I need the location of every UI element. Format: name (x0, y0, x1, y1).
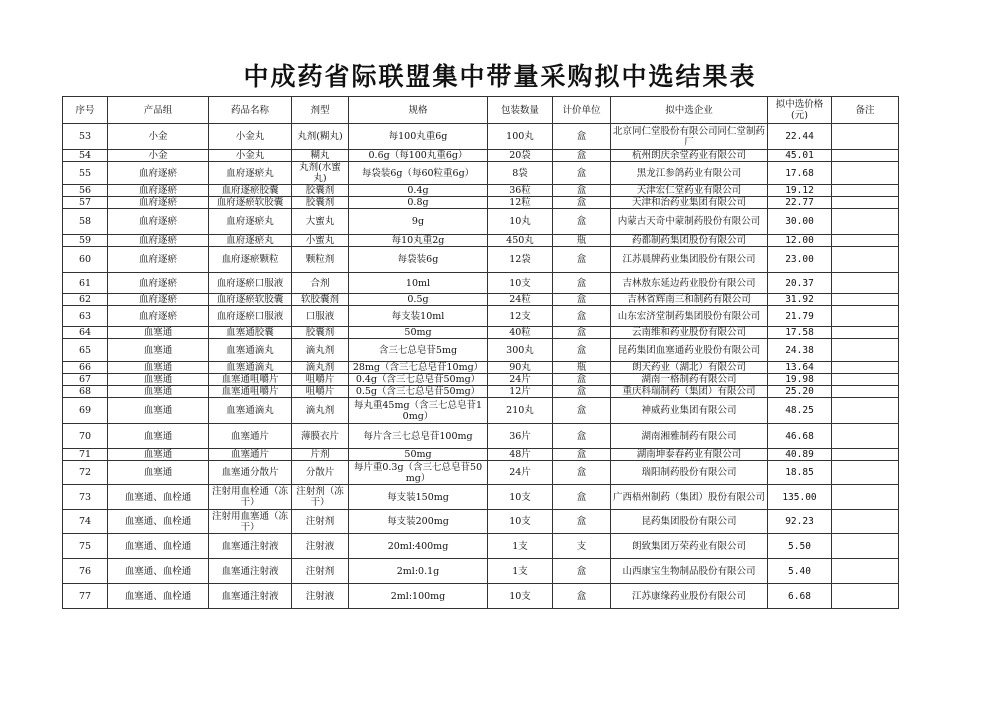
table-row (63, 485, 899, 510)
cell-index: 71 (63, 449, 108, 461)
cell-drug-name: 小金丸 (209, 124, 292, 150)
cell-specification: 每支装10ml (349, 306, 488, 327)
cell-pricing-unit: 盒 (553, 374, 611, 386)
cell-pricing-unit: 盒 (553, 485, 611, 510)
table-header-row (63, 97, 899, 124)
cell-index: 74 (63, 510, 108, 534)
cell-package-qty: 40粒 (488, 327, 553, 339)
cell-price: 13.64 (768, 362, 832, 374)
cell-dosage-form: 咀嚼片 (292, 374, 349, 386)
cell-specification: 每袋装6g (349, 247, 488, 273)
cell-drug-name: 血塞通滴丸 (209, 362, 292, 374)
cell-package-qty: 12片 (488, 386, 553, 398)
cell-company: 瑞阳制药股份有限公司 (611, 461, 768, 485)
cell-product-group: 血塞通 (108, 424, 209, 449)
col-header-index: 序号 (63, 97, 108, 124)
cell-index: 56 (63, 185, 108, 197)
cell-index: 65 (63, 339, 108, 362)
selection-result-table (62, 96, 899, 609)
cell-product-group: 血府逐瘀 (108, 306, 209, 327)
cell-package-qty: 10支 (488, 584, 553, 609)
cell-price: 18.85 (768, 461, 832, 485)
cell-drug-name: 血塞通咀嚼片 (209, 374, 292, 386)
cell-drug-name: 血府逐瘀口服液 (209, 306, 292, 327)
cell-dosage-form: 注射剂（冻干） (292, 485, 349, 510)
cell-pricing-unit: 盒 (553, 510, 611, 534)
cell-remarks (832, 124, 899, 150)
cell-drug-name: 注射用血塞通（冻干） (209, 510, 292, 534)
cell-pricing-unit: 盒 (553, 150, 611, 162)
cell-remarks (832, 374, 899, 386)
cell-price: 23.00 (768, 247, 832, 273)
cell-company: 吉林敖东延边药业股份有限公司 (611, 273, 768, 294)
cell-index: 76 (63, 559, 108, 584)
cell-company: 广西梧州制药（集团）股份有限公司 (611, 485, 768, 510)
table-row (63, 449, 899, 461)
table-row (63, 510, 899, 534)
cell-drug-name: 血塞通分散片 (209, 461, 292, 485)
cell-product-group: 血塞通 (108, 374, 209, 386)
cell-remarks (832, 235, 899, 247)
cell-pricing-unit: 盒 (553, 584, 611, 609)
cell-package-qty: 24片 (488, 461, 553, 485)
table-row (63, 209, 899, 235)
cell-company: 昆药集团血塞通药业股份有限公司 (611, 339, 768, 362)
cell-remarks (832, 398, 899, 424)
cell-drug-name: 血府逐瘀颗粒 (209, 247, 292, 273)
cell-product-group: 小金 (108, 150, 209, 162)
table-row (63, 247, 899, 273)
cell-price: 30.00 (768, 209, 832, 235)
cell-pricing-unit: 盒 (553, 209, 611, 235)
cell-specification: 2ml:0.1g (349, 559, 488, 584)
table-row (63, 398, 899, 424)
cell-product-group: 血塞通 (108, 386, 209, 398)
table-body (63, 124, 899, 609)
cell-company: 重庆科瑞制药（集团）有限公司 (611, 386, 768, 398)
cell-package-qty: 10丸 (488, 209, 553, 235)
cell-specification: 0.4g（含三七总皂苷50mg） (349, 374, 488, 386)
cell-drug-name: 血府逐瘀丸 (209, 235, 292, 247)
cell-package-qty: 300丸 (488, 339, 553, 362)
cell-company: 朗致集团万荣药业有限公司 (611, 534, 768, 559)
cell-package-qty: 24粒 (488, 294, 553, 306)
cell-dosage-form: 注射剂 (292, 559, 349, 584)
cell-specification: 0.4g (349, 185, 488, 197)
cell-price: 40.89 (768, 449, 832, 461)
cell-index: 69 (63, 398, 108, 424)
cell-pricing-unit: 盒 (553, 306, 611, 327)
cell-dosage-form: 胶囊剂 (292, 185, 349, 197)
cell-company: 朗天药业（湖北）有限公司 (611, 362, 768, 374)
cell-dosage-form: 注射剂 (292, 510, 349, 534)
cell-dosage-form: 大蜜丸 (292, 209, 349, 235)
table-row (63, 235, 899, 247)
cell-product-group: 血塞通 (108, 327, 209, 339)
cell-company: 天津和治药业集团有限公司 (611, 197, 768, 209)
table-row (63, 306, 899, 327)
cell-dosage-form: 滴丸剂 (292, 339, 349, 362)
cell-company: 杭州朗庆余堂药业有限公司 (611, 150, 768, 162)
cell-remarks (832, 485, 899, 510)
cell-company: 山东宏济堂制药集团股份有限公司 (611, 306, 768, 327)
cell-drug-name: 血府逐瘀胶囊 (209, 185, 292, 197)
cell-specification: 50mg (349, 449, 488, 461)
cell-dosage-form: 胶囊剂 (292, 197, 349, 209)
cell-dosage-form: 口服液 (292, 306, 349, 327)
cell-dosage-form: 丸剂(水蜜丸) (292, 162, 349, 185)
col-header-company: 拟中选企业 (611, 97, 768, 124)
cell-index: 60 (63, 247, 108, 273)
cell-remarks (832, 306, 899, 327)
table-row (63, 339, 899, 362)
cell-specification: 每片重0.3g（含三七总皂苷50mg） (349, 461, 488, 485)
table-row (63, 584, 899, 609)
table-row (63, 150, 899, 162)
table-row (63, 424, 899, 449)
cell-company: 江苏康缘药业股份有限公司 (611, 584, 768, 609)
cell-specification: 28mg（含三七总皂苷10mg） (349, 362, 488, 374)
col-header-package-qty: 包装数量 (488, 97, 553, 124)
cell-pricing-unit: 盒 (553, 398, 611, 424)
cell-pricing-unit: 盒 (553, 273, 611, 294)
cell-remarks (832, 150, 899, 162)
cell-pricing-unit: 盒 (553, 559, 611, 584)
cell-product-group: 血塞通、血栓通 (108, 485, 209, 510)
cell-package-qty: 48片 (488, 449, 553, 461)
table-row (63, 461, 899, 485)
cell-drug-name: 血府逐瘀软胶囊 (209, 197, 292, 209)
cell-product-group: 血塞通、血栓通 (108, 584, 209, 609)
cell-dosage-form: 滴丸剂 (292, 362, 349, 374)
cell-price: 17.68 (768, 162, 832, 185)
cell-drug-name: 血塞通注射液 (209, 584, 292, 609)
cell-drug-name: 血塞通片 (209, 424, 292, 449)
cell-price: 24.38 (768, 339, 832, 362)
cell-product-group: 小金 (108, 124, 209, 150)
cell-dosage-form: 软胶囊剂 (292, 294, 349, 306)
cell-product-group: 血府逐瘀 (108, 162, 209, 185)
table-row (63, 386, 899, 398)
cell-specification: 0.8g (349, 197, 488, 209)
cell-drug-name: 血塞通注射液 (209, 559, 292, 584)
cell-product-group: 血府逐瘀 (108, 209, 209, 235)
cell-company: 内蒙古天奇中蒙制药股份有限公司 (611, 209, 768, 235)
col-header-price: 拟中选价格(元) (768, 97, 832, 124)
cell-specification: 50mg (349, 327, 488, 339)
cell-drug-name: 小金丸 (209, 150, 292, 162)
cell-drug-name: 血塞通滴丸 (209, 398, 292, 424)
cell-remarks (832, 534, 899, 559)
cell-pricing-unit: 盒 (553, 124, 611, 150)
cell-specification: 0.5g (349, 294, 488, 306)
cell-package-qty: 10支 (488, 510, 553, 534)
cell-product-group: 血府逐瘀 (108, 197, 209, 209)
cell-specification: 含三七总皂苷5mg (349, 339, 488, 362)
cell-specification: 每支装150mg (349, 485, 488, 510)
cell-pricing-unit: 瓶 (553, 235, 611, 247)
cell-company: 药都制药集团股份有限公司 (611, 235, 768, 247)
cell-price: 5.50 (768, 534, 832, 559)
cell-product-group: 血府逐瘀 (108, 247, 209, 273)
col-header-specification: 规格 (349, 97, 488, 124)
table-row (63, 362, 899, 374)
cell-remarks (832, 424, 899, 449)
cell-package-qty: 210丸 (488, 398, 553, 424)
cell-price: 12.00 (768, 235, 832, 247)
table-row (63, 185, 899, 197)
cell-index: 64 (63, 327, 108, 339)
cell-product-group: 血府逐瘀 (108, 185, 209, 197)
cell-product-group: 血塞通 (108, 339, 209, 362)
col-header-dosage-form: 剂型 (292, 97, 349, 124)
cell-product-group: 血塞通 (108, 449, 209, 461)
cell-package-qty: 90丸 (488, 362, 553, 374)
cell-price: 46.68 (768, 424, 832, 449)
cell-drug-name: 血府逐瘀丸 (209, 209, 292, 235)
cell-remarks (832, 510, 899, 534)
cell-pricing-unit: 盒 (553, 424, 611, 449)
cell-product-group: 血府逐瘀 (108, 294, 209, 306)
cell-product-group: 血塞通、血栓通 (108, 534, 209, 559)
cell-specification: 20ml:400mg (349, 534, 488, 559)
cell-dosage-form: 注射液 (292, 534, 349, 559)
cell-specification: 每100丸重6g (349, 124, 488, 150)
cell-index: 54 (63, 150, 108, 162)
cell-drug-name: 血塞通滴丸 (209, 339, 292, 362)
cell-product-group: 血塞通 (108, 398, 209, 424)
cell-dosage-form: 丸剂(糊丸) (292, 124, 349, 150)
cell-company: 山西康宝生物制品股份有限公司 (611, 559, 768, 584)
cell-company: 云南维和药业股份有限公司 (611, 327, 768, 339)
cell-pricing-unit: 盒 (553, 386, 611, 398)
cell-package-qty: 8袋 (488, 162, 553, 185)
table-row (63, 534, 899, 559)
cell-product-group: 血府逐瘀 (108, 235, 209, 247)
cell-specification: 0.5g（含三七总皂苷50mg） (349, 386, 488, 398)
cell-company: 北京同仁堂股份有限公司同仁堂制药厂 (611, 124, 768, 150)
cell-specification: 每片含三七总皂苷100mg (349, 424, 488, 449)
cell-dosage-form: 糊丸 (292, 150, 349, 162)
cell-index: 75 (63, 534, 108, 559)
cell-price: 19.98 (768, 374, 832, 386)
cell-price: 22.44 (768, 124, 832, 150)
cell-price: 92.23 (768, 510, 832, 534)
cell-pricing-unit: 支 (553, 534, 611, 559)
cell-price: 31.92 (768, 294, 832, 306)
cell-specification: 10ml (349, 273, 488, 294)
cell-company: 天津宏仁堂药业有限公司 (611, 185, 768, 197)
cell-dosage-form: 注射液 (292, 584, 349, 609)
cell-drug-name: 血府逐瘀口服液 (209, 273, 292, 294)
cell-pricing-unit: 盒 (553, 449, 611, 461)
cell-company: 湖南坤泰春药业有限公司 (611, 449, 768, 461)
table-row (63, 559, 899, 584)
cell-drug-name: 血塞通胶囊 (209, 327, 292, 339)
col-header-drug-name: 药品名称 (209, 97, 292, 124)
cell-index: 62 (63, 294, 108, 306)
cell-drug-name: 血塞通注射液 (209, 534, 292, 559)
cell-specification: 每10丸重2g (349, 235, 488, 247)
cell-price: 21.79 (768, 306, 832, 327)
cell-drug-name: 血塞通咀嚼片 (209, 386, 292, 398)
cell-price: 17.58 (768, 327, 832, 339)
cell-drug-name: 血府逐瘀丸 (209, 162, 292, 185)
page-title: 中成药省际联盟集中带量采购拟中选结果表 (243, 62, 757, 91)
cell-dosage-form: 颗粒剂 (292, 247, 349, 273)
table-row (63, 273, 899, 294)
cell-dosage-form: 胶囊剂 (292, 327, 349, 339)
cell-remarks (832, 386, 899, 398)
cell-drug-name: 血府逐瘀软胶囊 (209, 294, 292, 306)
cell-pricing-unit: 盒 (553, 247, 611, 273)
cell-product-group: 血塞通 (108, 362, 209, 374)
cell-index: 72 (63, 461, 108, 485)
cell-dosage-form: 薄膜衣片 (292, 424, 349, 449)
cell-price: 20.37 (768, 273, 832, 294)
cell-index: 55 (63, 162, 108, 185)
cell-pricing-unit: 盒 (553, 162, 611, 185)
cell-dosage-form: 片剂 (292, 449, 349, 461)
cell-remarks (832, 362, 899, 374)
cell-pricing-unit: 盒 (553, 461, 611, 485)
cell-dosage-form: 分散片 (292, 461, 349, 485)
table-row (63, 124, 899, 150)
cell-remarks (832, 559, 899, 584)
cell-index: 59 (63, 235, 108, 247)
cell-index: 73 (63, 485, 108, 510)
cell-drug-name: 注射用血栓通（冻干） (209, 485, 292, 510)
cell-index: 66 (63, 362, 108, 374)
cell-package-qty: 1支 (488, 559, 553, 584)
cell-index: 58 (63, 209, 108, 235)
table-row (63, 327, 899, 339)
cell-dosage-form: 合剂 (292, 273, 349, 294)
cell-remarks (832, 197, 899, 209)
table-row (63, 294, 899, 306)
cell-pricing-unit: 盒 (553, 185, 611, 197)
cell-price: 19.12 (768, 185, 832, 197)
cell-specification: 每丸重45mg（含三七总皂苷10mg） (349, 398, 488, 424)
cell-price: 5.40 (768, 559, 832, 584)
cell-package-qty: 10支 (488, 273, 553, 294)
cell-index: 68 (63, 386, 108, 398)
cell-remarks (832, 584, 899, 609)
cell-company: 神威药业集团有限公司 (611, 398, 768, 424)
cell-specification: 2ml:100mg (349, 584, 488, 609)
cell-remarks (832, 273, 899, 294)
cell-specification: 9g (349, 209, 488, 235)
cell-price: 6.68 (768, 584, 832, 609)
cell-remarks (832, 327, 899, 339)
cell-pricing-unit: 盒 (553, 197, 611, 209)
cell-index: 77 (63, 584, 108, 609)
cell-drug-name: 血塞通片 (209, 449, 292, 461)
cell-company: 黑龙江参鸽药业有限公司 (611, 162, 768, 185)
cell-package-qty: 12袋 (488, 247, 553, 273)
table-row (63, 162, 899, 185)
col-header-pricing-unit: 计价单位 (553, 97, 611, 124)
cell-package-qty: 36粒 (488, 185, 553, 197)
cell-specification: 每袋装6g（每60粒重6g） (349, 162, 488, 185)
cell-package-qty: 10支 (488, 485, 553, 510)
cell-price: 22.77 (768, 197, 832, 209)
cell-package-qty: 1支 (488, 534, 553, 559)
cell-product-group: 血塞通、血栓通 (108, 510, 209, 534)
cell-index: 61 (63, 273, 108, 294)
cell-index: 67 (63, 374, 108, 386)
cell-company: 江苏晨牌药业集团股份有限公司 (611, 247, 768, 273)
cell-price: 135.00 (768, 485, 832, 510)
cell-dosage-form: 咀嚼片 (292, 386, 349, 398)
cell-product-group: 血塞通 (108, 461, 209, 485)
cell-package-qty: 20袋 (488, 150, 553, 162)
table-row (63, 374, 899, 386)
cell-pricing-unit: 盒 (553, 294, 611, 306)
cell-remarks (832, 339, 899, 362)
cell-product-group: 血塞通、血栓通 (108, 559, 209, 584)
cell-index: 57 (63, 197, 108, 209)
cell-company: 湖南一格制药有限公司 (611, 374, 768, 386)
cell-price: 25.20 (768, 386, 832, 398)
cell-package-qty: 100丸 (488, 124, 553, 150)
cell-specification: 每支装200mg (349, 510, 488, 534)
cell-pricing-unit: 盒 (553, 327, 611, 339)
cell-index: 70 (63, 424, 108, 449)
cell-price: 45.01 (768, 150, 832, 162)
cell-remarks (832, 294, 899, 306)
cell-price: 48.25 (768, 398, 832, 424)
cell-remarks (832, 162, 899, 185)
cell-pricing-unit: 盒 (553, 339, 611, 362)
cell-index: 53 (63, 124, 108, 150)
table-row (63, 197, 899, 209)
cell-remarks (832, 247, 899, 273)
cell-remarks (832, 461, 899, 485)
cell-product-group: 血府逐瘀 (108, 273, 209, 294)
col-header-product-group: 产品组 (108, 97, 209, 124)
col-header-remarks: 备注 (832, 97, 899, 124)
cell-company: 吉林省辉南三和制药有限公司 (611, 294, 768, 306)
cell-specification: 0.6g（每100丸重6g） (349, 150, 488, 162)
cell-remarks (832, 449, 899, 461)
cell-company: 湖南湘雅制药有限公司 (611, 424, 768, 449)
cell-remarks (832, 185, 899, 197)
cell-package-qty: 12支 (488, 306, 553, 327)
cell-package-qty: 36片 (488, 424, 553, 449)
cell-remarks (832, 209, 899, 235)
cell-package-qty: 24片 (488, 374, 553, 386)
cell-package-qty: 12粒 (488, 197, 553, 209)
cell-dosage-form: 滴丸剂 (292, 398, 349, 424)
cell-company: 昆药集团股份有限公司 (611, 510, 768, 534)
cell-index: 63 (63, 306, 108, 327)
cell-dosage-form: 小蜜丸 (292, 235, 349, 247)
cell-package-qty: 450丸 (488, 235, 553, 247)
cell-pricing-unit: 瓶 (553, 362, 611, 374)
